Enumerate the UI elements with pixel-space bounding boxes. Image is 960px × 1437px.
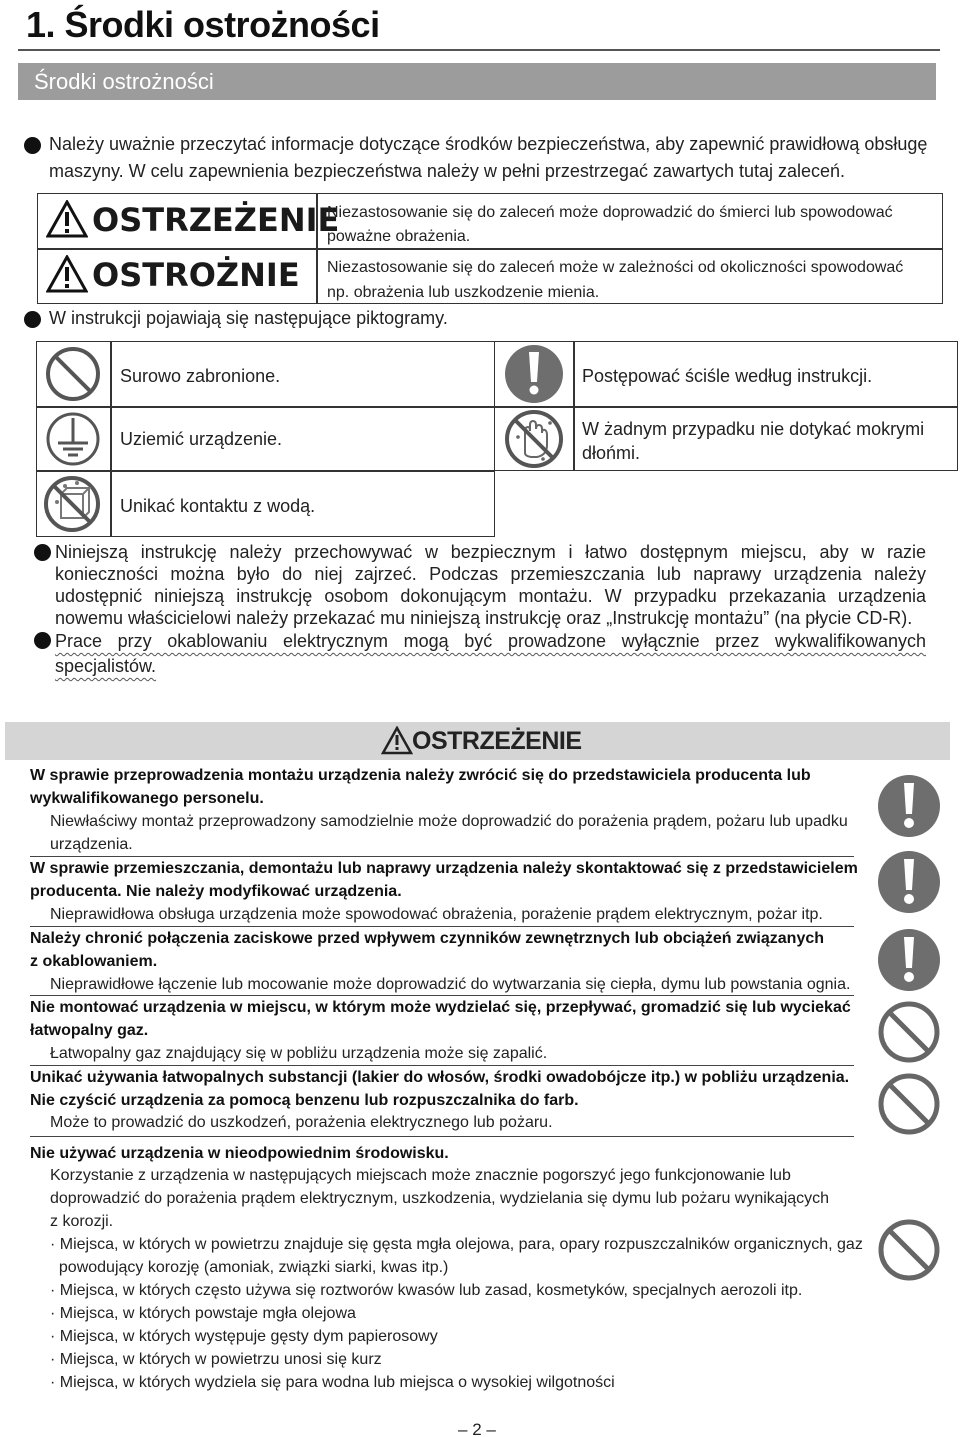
table-divider — [36, 406, 958, 408]
warning-item-6-list-5: · Miejsca, w których w powietrzu unosi się kurz — [50, 1351, 382, 1368]
warning-section-header — [5, 722, 950, 760]
electrical-line-1: Prace przy okablowaniu elektrycznym mogą być prowadzone wyłącznie przez wykwalifikowanych — [55, 631, 926, 651]
warning-item-6-list-6: · Miejsca, w których wydziela się para wodna lub miejsca o wysokiej wilgotności — [50, 1374, 615, 1391]
prohibited-icon — [877, 1218, 941, 1282]
warning-item-6-list-4: · Miejsca, w których występuje gęsty dym papierosowy — [50, 1328, 438, 1345]
warning-item-2-text-1: Nieprawidłowa obsługa urządzenia może spowodować obrażenia, porażenie prądem elektrycznym, pożar itp. — [50, 906, 823, 923]
warning-triangle-icon — [381, 726, 413, 755]
warning-section-title: OSTRZEŻENIE — [412, 727, 582, 755]
pictogram-label-ground: Uziemić urządzenie. — [120, 429, 283, 449]
warning-item-5-text-1: Może to prowadzić do uszkodzeń, porażenia elektrycznego lub pożaru. — [50, 1114, 553, 1131]
caution-level-label: OSTROŻNIE — [92, 256, 300, 294]
pictogram-label-no-wet-hands-2: dłońmi. — [582, 443, 641, 463]
pictogram-label-follow: Postępować ściśle według instrukcji. — [582, 366, 873, 386]
pictograms-intro: W instrukcji pojawiają się następujące piktogramy. — [49, 308, 448, 328]
page-number: – 2 – — [458, 1420, 496, 1437]
warning-level-label: OSTRZEŻENIE — [92, 201, 340, 239]
warning-item-4-bold-2: łatwopalny gaz. — [30, 1022, 149, 1039]
warning-level-desc-2: poważne obrażenia. — [327, 228, 471, 245]
warning-item-6-text-3: z korozji. — [50, 1213, 114, 1230]
warning-item-4-bold-1: Nie montować urządzenia w miejscu, w którym może wydzielać się, przepływać, gromadzić się lub wyciekać — [30, 999, 851, 1016]
table-divider — [36, 470, 495, 472]
prohibited-icon — [877, 1072, 941, 1136]
caution-level-desc-2: np. obrażenia lub uszkodzenie mienia. — [327, 284, 600, 301]
table-divider — [573, 341, 575, 471]
warning-item-4-text-1: Łatwopalny gaz znajdujący się w pobliżu urządzenia może się zapalić. — [50, 1045, 548, 1062]
electrical-line-2: specjalistów. — [55, 656, 157, 676]
no-wet-hands-icon — [503, 409, 565, 469]
warning-level-desc-1: Niezastosowanie się do zaleceń może doprowadzić do śmierci lub spowodować — [327, 204, 893, 221]
warning-item-6-bold-1: Nie używać urządzenia w nieodpowiednim środowisku. — [30, 1145, 449, 1162]
mandatory-icon — [503, 344, 565, 404]
pictogram-label-no-wet-hands-1: W żadnym przypadku nie dotykać mokrymi — [582, 419, 925, 439]
mandatory-icon — [877, 774, 941, 838]
keep-manual-line-3: udostępnić niniejszą instrukcję osobom dokonującym montażu. W przypadku przekazania urządzenia — [55, 586, 926, 606]
warning-item-6-text-1: Korzystanie z urządzenia w następujących miejscach może znacznie pogorszyć jego funkcjonowanie lub — [50, 1167, 791, 1184]
caution-triangle-icon — [46, 255, 88, 293]
warning-item-1-text-2: urządzenia. — [50, 836, 133, 853]
warning-item-6-text-2: doprowadzić do porażenia prądem elektrycznym, uszkodzenia, wydzielania się dymu lub pożaru wynikających — [50, 1190, 830, 1207]
bullet-dot — [34, 544, 51, 561]
caution-level-desc-1: Niezastosowanie się do zaleceń może w zależności od okoliczności spowodować — [327, 259, 904, 276]
section-heading-bar — [18, 63, 936, 100]
page-title: 1. Środki ostrożności — [26, 4, 380, 45]
section-heading: Środki ostrożności — [34, 69, 214, 94]
warning-item-5-bold-1: Unikać używania łatwopalnych substancji (lakier do włosów, środki owadobójcze itp.) w pobliżu urządzenia. — [30, 1069, 850, 1086]
keep-manual-line-2: konieczności można było do niej zajrzeć. Podczas przemieszczania lub naprawy urządzenia należy — [55, 564, 926, 584]
pictogram-label-prohibited: Surowo zabronione. — [120, 366, 281, 386]
warning-item-1-bold-1: W sprawie przeprowadzenia montażu urządzenia należy zwrócić się do przedstawiciela producenta lub — [30, 767, 811, 784]
warning-item-6-list-1: · Miejsca, w których w powietrzu znajduje się gęsta mgła olejowa, para, opary rozpuszczalników organicznych, gaz — [50, 1236, 863, 1253]
warning-triangle-icon — [46, 200, 88, 238]
warning-item-6-list-2: · Miejsca, w których często używa się roztworów kwasów lub zasad, kosmetyków, specjalnych aerozoli itp. — [50, 1282, 803, 1299]
bullet-dot — [34, 632, 51, 649]
bullet-dot — [24, 311, 41, 328]
ground-icon — [43, 410, 103, 468]
warning-item-5-bold-2: Nie czyścić urządzenia za pomocą benzenu lub rozpuszczalnika do farb. — [30, 1092, 579, 1109]
warning-item-3-bold-1: Należy chronić połączenia zaciskowe przed wpływem czynników zewnętrznych lub obciążeń związanych — [30, 930, 825, 947]
title-underline — [18, 49, 940, 51]
intro-line-2: maszyny. W celu zapewnienia bezpieczeństwa należy w pełni przestrzegać zawartych tutaj zaleceń. — [49, 161, 846, 181]
mandatory-icon — [877, 928, 941, 992]
table-divider — [37, 248, 943, 250]
bullet-dot — [24, 137, 41, 154]
warning-item-3-text-1: Nieprawidłowe łączenie lub mocowanie może doprowadzić do wytwarzania się ciepła, dymu lub powstania ognia. — [50, 976, 851, 993]
warning-item-6-list-1b: powodujący korozję (amoniak, związki siarki, kwas itp.) — [50, 1259, 449, 1276]
intro-line-1: Należy uważnie przeczytać informacje dotyczące środków bezpieczeństwa, aby zapewnić prawidłową obsługę — [49, 134, 928, 154]
prohibited-icon — [43, 345, 103, 403]
item-separator — [30, 1136, 854, 1137]
warning-item-1-text-1: Niewłaściwy montaż przeprowadzony samodzielnie może doprowadzić do porażenia prądem, pożaru lub upadku — [50, 813, 848, 830]
warning-item-6-list-3: · Miejsca, w których powstaje mgła olejowa — [50, 1305, 356, 1322]
warning-item-2-bold-1: W sprawie przemieszczania, demontażu lub naprawy urządzenia należy skontaktować się z przedstawicielem — [30, 860, 858, 877]
warning-item-1-bold-2: wykwalifikowanego personelu. — [30, 790, 264, 807]
keep-manual-line-4: nowemu właścicielowi należy przekazać mu niniejszą instrukcję oraz „Instrukcję montażu” (na płycie CD-R). — [55, 608, 913, 628]
keep-manual-line-1: Niniejszą instrukcję należy przechowywać w bezpiecznym i łatwo dostępnym miejscu, aby w razie — [55, 542, 926, 562]
warning-item-3-bold-2: z okablowaniem. — [30, 953, 158, 970]
pictogram-label-avoid-water: Unikać kontaktu z wodą. — [120, 496, 316, 516]
no-water-icon — [41, 474, 103, 534]
prohibited-icon — [877, 1000, 941, 1064]
warning-item-2-bold-2: producenta. Nie należy modyfikować urządzenia. — [30, 883, 402, 900]
mandatory-icon — [877, 850, 941, 914]
table-divider — [110, 341, 112, 537]
